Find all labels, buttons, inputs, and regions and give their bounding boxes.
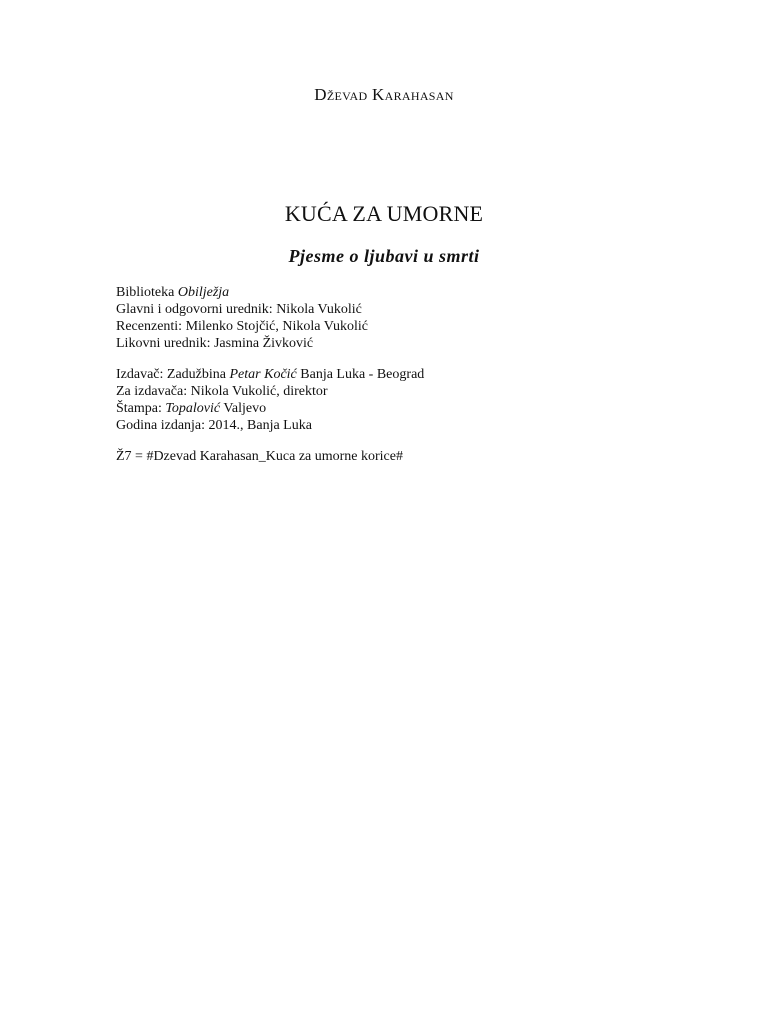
editor-in-chief-line: Glavni i odgovorni urednik: Nikola Vukolić [116, 302, 362, 317]
credits-block-editorial [116, 284, 716, 352]
credits-block-file [116, 448, 716, 465]
print-place: Valjevo [220, 401, 267, 416]
art-editor-line: Likovni urednik: Jasmina Živković [116, 336, 314, 351]
publisher-place: Banja Luka - Beograd [296, 367, 425, 382]
for-publisher-line: Za izdavača: Nikola Vukolić, direktor [116, 384, 328, 399]
publisher-name: Petar Kočić [229, 367, 297, 382]
book-subtitle: Pjesme o ljubavi u smrti [288, 246, 480, 266]
book-title: KUĆA ZA UMORNE [284, 201, 484, 226]
library-name: Obilježja [177, 285, 230, 300]
credits-block-publisher [116, 366, 716, 434]
print-name: Topalović [165, 401, 221, 416]
author-name: Dževad Karahasan [314, 85, 454, 104]
library-line [116, 284, 716, 301]
year-line: Godina izdanja: 2014., Banja Luka [116, 418, 312, 433]
publisher-line [116, 366, 716, 383]
file-reference-line: Ž7 = #Dzevad Karahasan_Kuca za umorne korice# [116, 449, 403, 464]
print-line [116, 400, 716, 417]
reviewers-line: Recenzenti: Milenko Stojčić, Nikola Vukolić [116, 319, 369, 334]
library-label: Biblioteka [116, 285, 178, 300]
publisher-label: Izdavač: Zadužbina [116, 367, 230, 382]
print-label: Štampa: [116, 401, 166, 416]
